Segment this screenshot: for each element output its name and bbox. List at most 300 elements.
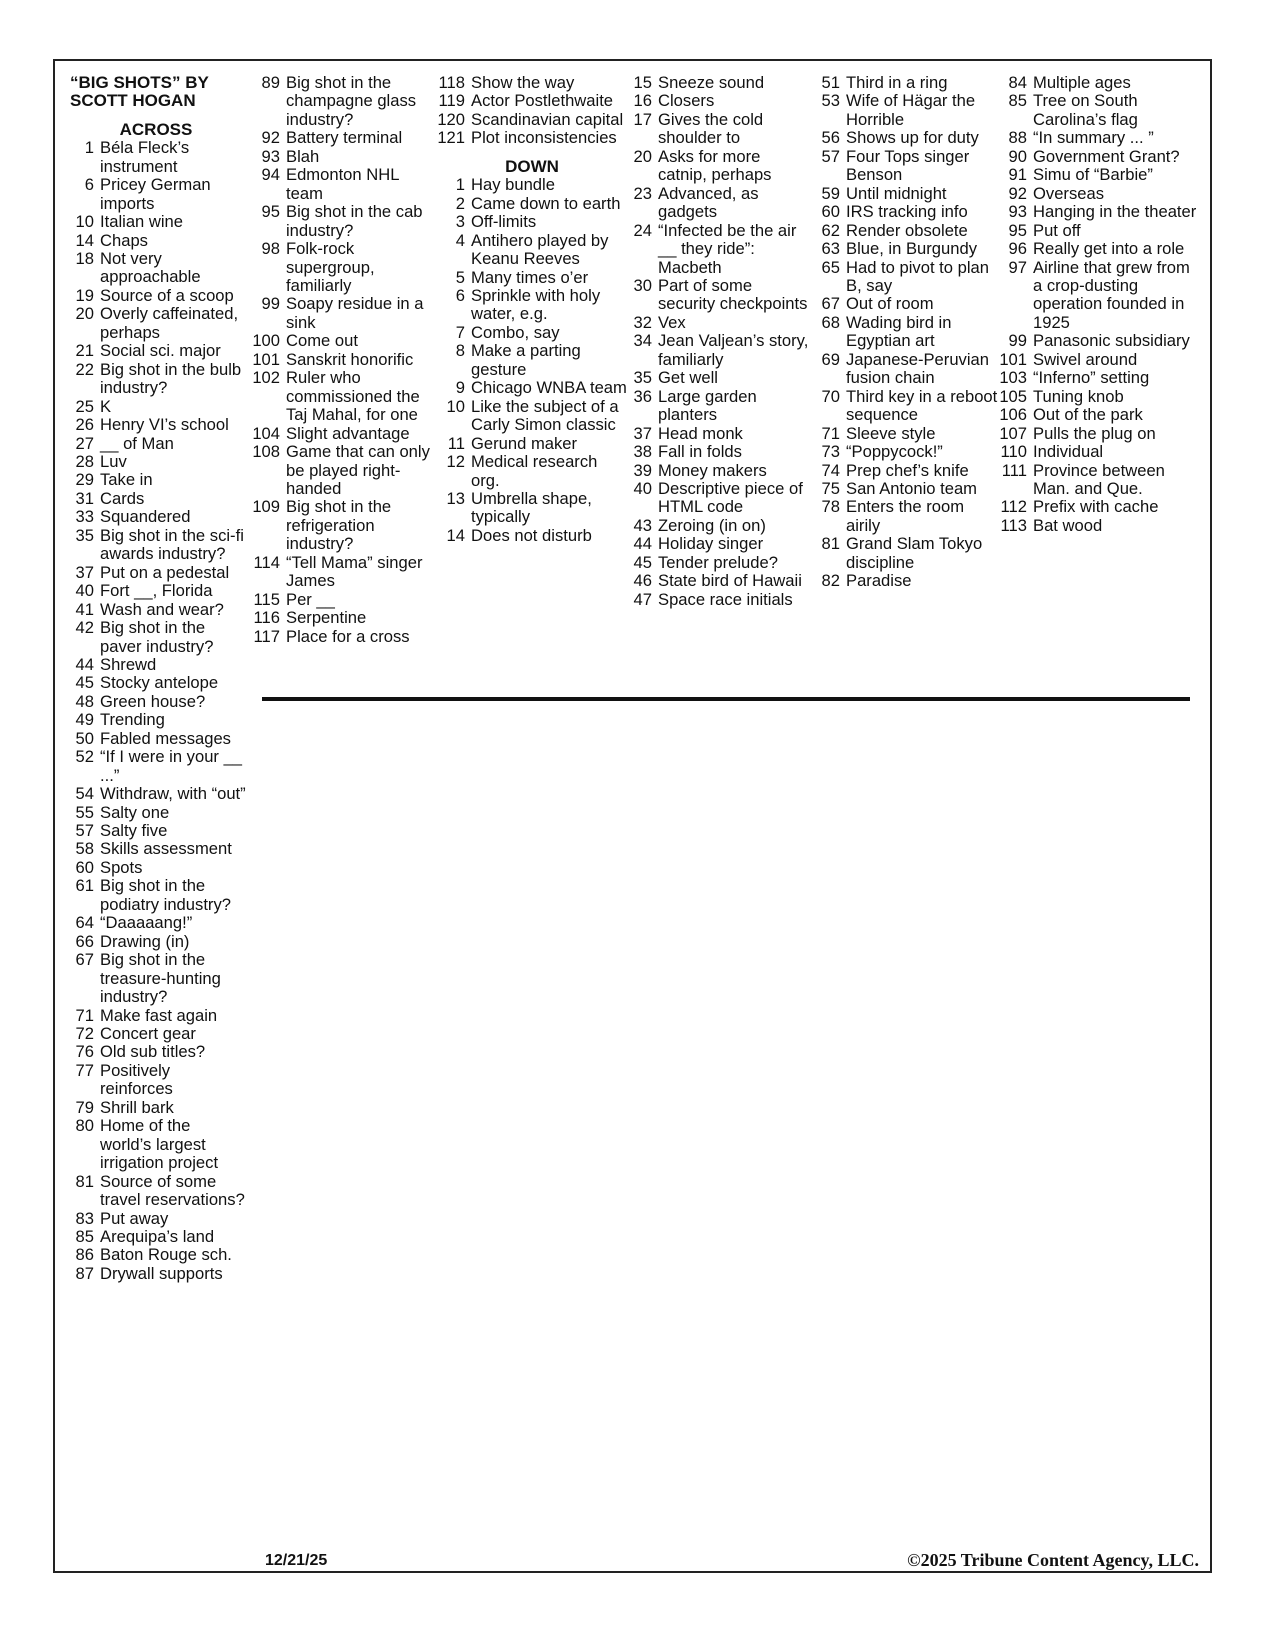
clue-text: Zeroing (in on) [658, 515, 766, 535]
clue-text: Government Grant? [1033, 146, 1180, 166]
clue-text: Salty five [100, 821, 168, 841]
across-clue [66, 601, 246, 619]
across-clue [66, 398, 246, 416]
across-clue [66, 453, 246, 471]
clue-number: 68 [821, 312, 840, 332]
clue-number: 16 [633, 91, 652, 111]
clue-text: “In summary ... ” [1033, 128, 1154, 148]
clue-number: 92 [1008, 183, 1027, 203]
down-clue [624, 517, 809, 535]
clue-text: Shows up for duty [846, 128, 979, 148]
clue-text: “Tell Mama” singer James [286, 552, 423, 591]
clue-number: 4 [455, 230, 465, 250]
down-clue [624, 443, 809, 461]
clue-number: 1 [455, 175, 465, 195]
clue-text: Per __ [286, 589, 335, 609]
across-clue [66, 877, 246, 914]
clue-column-1 [66, 74, 246, 1283]
clue-number: 118 [438, 73, 465, 92]
clue-number: 67 [75, 950, 94, 970]
clue-text: Individual [1033, 442, 1104, 462]
clue-text: Money makers [658, 460, 767, 480]
across-clue [437, 129, 627, 147]
clue-number: 95 [1008, 220, 1027, 240]
clue-text: Closers [658, 91, 715, 111]
clue-text: Wading bird in Egyptian art [846, 312, 952, 351]
across-clue [66, 1117, 246, 1172]
clue-number: 29 [75, 470, 94, 490]
clue-number: 41 [75, 599, 94, 619]
across-clue [252, 554, 432, 591]
down-clue [812, 498, 1002, 535]
clue-number: 11 [447, 433, 465, 453]
clue-text: Vex [658, 312, 686, 332]
clue-number: 98 [261, 239, 280, 259]
clue-number: 15 [633, 73, 652, 92]
clue-number: 55 [75, 802, 94, 822]
clue-text: Drawing (in) [100, 931, 190, 951]
clue-text: Big shot in the champagne glass industry? [286, 73, 417, 129]
puzzle-date: 12/21/25 [265, 1552, 328, 1569]
across-clue [66, 1173, 246, 1210]
clue-text: IRS tracking info [846, 202, 968, 222]
clue-column-5 [812, 74, 1002, 591]
clue-text: Put off [1033, 220, 1081, 240]
across-clue [252, 240, 432, 295]
clue-text: Trending [100, 710, 165, 730]
across-clue [66, 564, 246, 582]
crossword-grid [262, 697, 1190, 701]
clue-number: 59 [821, 183, 840, 203]
clue-text: Holiday singer [658, 534, 764, 554]
down-clue [437, 398, 627, 435]
down-clue [437, 527, 627, 545]
clue-text: Fabled messages [100, 728, 231, 748]
clue-number: 21 [75, 341, 94, 361]
clue-number: 104 [252, 423, 280, 443]
clue-text: Japanese-Peruvian fusion chain [846, 349, 989, 388]
across-clue [252, 148, 432, 166]
clue-number: 113 [1000, 515, 1027, 535]
across-clue [252, 332, 432, 350]
clue-text: Does not disturb [471, 525, 592, 545]
clue-text: Actor Postlethwaite [471, 91, 614, 111]
clue-text: Third key in a reboot sequence [846, 386, 998, 425]
clue-text: Put away [100, 1208, 169, 1228]
clue-number: 99 [261, 294, 280, 314]
clue-text: “If I were in your __ ...” [100, 747, 243, 785]
clue-number: 88 [1008, 128, 1027, 148]
clue-text: Shrewd [100, 654, 157, 674]
clue-number: 52 [75, 747, 94, 767]
clue-text: Head monk [658, 423, 743, 443]
clue-number: 12 [446, 452, 465, 472]
puzzle-title: “BIG SHOTS” BY [70, 73, 209, 92]
clue-text: Blue, in Burgundy [846, 239, 977, 259]
across-clue [66, 582, 246, 600]
across-clue [252, 628, 432, 646]
down-clue [624, 425, 809, 443]
clue-number: 34 [633, 331, 652, 351]
clue-text: Slight advantage [286, 423, 410, 443]
clue-text: Like the subject of a Carly Simon classic [471, 396, 619, 435]
clue-number: 77 [75, 1060, 94, 1080]
clue-number: 45 [75, 673, 94, 693]
clue-column-6 [999, 74, 1199, 535]
clue-number: 5 [455, 267, 465, 287]
clue-number: 81 [75, 1171, 94, 1191]
down-clue [812, 425, 1002, 443]
down-clue [624, 185, 809, 222]
across-clue [66, 1228, 246, 1246]
clue-text: Luv [100, 451, 127, 471]
clue-number: 56 [821, 128, 840, 148]
across-clue [66, 361, 246, 398]
clue-text: Italian wine [100, 212, 184, 232]
clue-text: Bat wood [1033, 515, 1103, 535]
clue-number: 57 [821, 146, 840, 166]
down-clue [812, 535, 1002, 572]
across-clue [252, 295, 432, 332]
clue-number: 9 [455, 378, 465, 398]
down-clue [624, 591, 809, 609]
clue-text: Gerund maker [471, 433, 578, 453]
across-clue [66, 785, 246, 803]
clue-text: Make fast again [100, 1005, 218, 1025]
clue-number: 89 [261, 73, 280, 92]
clue-number: 62 [821, 220, 840, 240]
across-clue [252, 351, 432, 369]
clue-text: Chicago WNBA team [471, 378, 627, 398]
down-clue [812, 443, 1002, 461]
clue-text: Old sub titles? [100, 1042, 206, 1062]
clue-text: Take in [100, 470, 153, 490]
clue-text: Tender prelude? [658, 552, 778, 572]
clue-text: Large garden planters [658, 386, 757, 425]
clue-number: 67 [821, 294, 840, 314]
clue-number: 120 [437, 109, 465, 129]
across-clue [66, 859, 246, 877]
down-clue [999, 406, 1199, 424]
clue-text: Positively reinforces [100, 1060, 173, 1099]
down-clue [437, 435, 627, 453]
clue-number: 17 [633, 109, 652, 129]
clue-text: Serpentine [286, 608, 367, 628]
across-clue [66, 1246, 246, 1264]
clue-text: Until midnight [846, 183, 947, 203]
clue-text: Jean Valjean’s story, familiarly [658, 331, 809, 369]
down-header: DOWN [505, 156, 559, 176]
clue-text: Scandinavian capital [471, 109, 624, 129]
clue-text: Big shot in the treasure-hunting industry? [100, 950, 221, 1007]
clue-number: 37 [633, 423, 652, 443]
down-clue [999, 148, 1199, 166]
clue-number: 7 [455, 322, 465, 342]
clue-text: Pricey German imports [100, 175, 211, 213]
clue-text: Blah [286, 146, 320, 166]
clue-text: Prep chef’s knife [846, 460, 969, 480]
down-clue [999, 259, 1199, 333]
clue-text: Asks for more catnip, perhaps [658, 146, 772, 185]
clue-text: Umbrella shape, typically [471, 488, 592, 527]
clue-number: 44 [75, 654, 94, 674]
clue-number: 102 [252, 368, 280, 388]
clue-number: 24 [633, 220, 652, 240]
clue-number: 111 [1001, 460, 1027, 480]
clue-number: 75 [821, 478, 840, 498]
down-clue [812, 314, 1002, 351]
clue-number: 78 [821, 497, 840, 517]
clue-text: Béla Fleck’s instrument [100, 138, 190, 176]
clue-number: 91 [1008, 165, 1027, 185]
clue-text: Swivel around [1033, 349, 1138, 369]
clue-number: 71 [821, 423, 840, 443]
clue-number: 51 [821, 73, 840, 92]
across-clue [252, 166, 432, 203]
across-clue [252, 203, 432, 240]
clue-text: Out of the park [1033, 405, 1143, 425]
clue-text: Source of a scoop [100, 285, 234, 305]
clue-number: 100 [252, 331, 280, 351]
down-clue [999, 129, 1199, 147]
across-clue [252, 425, 432, 443]
clue-text: Not very approachable [100, 248, 201, 287]
clue-number: 94 [261, 165, 280, 185]
clue-number: 66 [75, 931, 94, 951]
clue-number: 35 [75, 525, 94, 545]
clue-number: 18 [75, 248, 94, 268]
clue-text: Wash and wear? [100, 599, 224, 619]
clue-number: 81 [821, 534, 840, 554]
down-clue [812, 148, 1002, 185]
clue-number: 108 [252, 442, 280, 462]
clue-text: Arequipa’s land [100, 1227, 215, 1246]
clue-text: Baton Rouge sch. [100, 1245, 232, 1265]
clue-text: Source of some travel reservations? [100, 1171, 245, 1210]
down-clue [999, 498, 1199, 516]
clue-number: 10 [75, 212, 94, 232]
across-clue [66, 287, 246, 305]
clue-number: 10 [446, 396, 465, 416]
clue-text: Big shot in the paver industry? [100, 618, 214, 656]
down-clue [624, 572, 809, 590]
clue-number: 23 [633, 183, 652, 203]
clue-number: 112 [1000, 497, 1027, 517]
clue-text: Panasonic subsidiary [1033, 331, 1190, 351]
clue-text: “Daaaaang!” [100, 913, 193, 933]
across-clue [252, 591, 432, 609]
across-clue [66, 250, 246, 287]
across-clue [66, 748, 246, 785]
down-clue [624, 332, 809, 369]
clue-number: 31 [75, 488, 94, 508]
clue-text: Overseas [1033, 183, 1105, 203]
clue-text: Simu of “Barbie” [1033, 165, 1153, 185]
clue-number: 119 [438, 91, 465, 111]
down-clue [812, 222, 1002, 240]
down-clue [999, 166, 1199, 184]
clue-text: Hay bundle [471, 175, 555, 195]
clue-text: “Inferno” setting [1033, 368, 1150, 388]
down-clue [437, 453, 627, 490]
clue-text: Show the way [471, 73, 575, 92]
clue-number: 69 [821, 349, 840, 369]
down-clue [437, 176, 627, 194]
across-clue [66, 508, 246, 526]
down-clue [999, 222, 1199, 240]
clue-number: 38 [633, 442, 652, 462]
clue-text: “Poppycock!” [846, 442, 943, 462]
clue-number: 101 [999, 349, 1027, 369]
down-clue [999, 443, 1199, 461]
clue-number: 60 [821, 202, 840, 222]
down-clue [999, 351, 1199, 369]
across-clue [66, 914, 246, 932]
down-clue [437, 490, 627, 527]
clue-number: 117 [253, 626, 280, 646]
clue-text: __ of Man [100, 433, 174, 453]
down-clue [999, 425, 1199, 443]
clue-text: Descriptive piece of HTML code [658, 478, 803, 517]
clue-number: 82 [821, 571, 840, 591]
down-clue [624, 222, 809, 277]
clue-text: Big shot in the sci-fi awards industry? [100, 525, 244, 564]
clue-number: 30 [633, 275, 652, 295]
down-clue [624, 148, 809, 185]
across-clue [66, 342, 246, 360]
down-clue [812, 129, 1002, 147]
across-clue [66, 490, 246, 508]
clue-text: “Infected be the air __ they ride”: Macbeth [658, 220, 797, 277]
clue-text: Drywall supports [100, 1263, 223, 1283]
down-clue [437, 324, 627, 342]
clue-number: 99 [1008, 331, 1027, 351]
clue-text: Withdraw, with “out” [100, 784, 246, 804]
down-clue [999, 517, 1199, 535]
clue-text: Chaps [100, 230, 148, 250]
clue-number: 25 [75, 396, 94, 416]
clue-text: Put on a pedestal [100, 562, 230, 582]
down-clue [999, 185, 1199, 203]
clue-text: Big shot in the podiatry industry? [100, 876, 231, 914]
clue-text: Concert gear [100, 1024, 196, 1044]
clue-text: Sanskrit honorific [286, 349, 414, 369]
clue-text: Soapy residue in a sink [286, 294, 424, 332]
clue-number: 6 [84, 175, 94, 195]
clue-text: Sprinkle with holy water, e.g. [471, 285, 601, 324]
clue-number: 105 [999, 386, 1027, 406]
clue-number: 110 [1000, 442, 1027, 462]
down-clue [437, 269, 627, 287]
clue-number: 8 [455, 341, 465, 361]
clue-text: Cards [100, 488, 145, 508]
clue-number: 14 [446, 525, 465, 545]
down-clue [999, 92, 1199, 129]
clue-text: Paradise [846, 571, 912, 591]
down-clue [812, 259, 1002, 296]
down-clue [624, 111, 809, 148]
clue-number: 92 [261, 128, 280, 148]
down-clue [624, 92, 809, 110]
across-clue [66, 711, 246, 729]
clue-text: Big shot in the bulb industry? [100, 359, 242, 398]
clue-number: 1 [84, 138, 94, 158]
down-clue [437, 195, 627, 213]
down-clue [999, 388, 1199, 406]
across-clue [66, 1025, 246, 1043]
clue-number: 6 [455, 285, 465, 305]
down-clue [812, 480, 1002, 498]
across-clue [66, 1007, 246, 1025]
down-clue [624, 277, 809, 314]
clue-number: 93 [1008, 202, 1027, 222]
across-clue [437, 92, 627, 110]
clue-number: 37 [75, 562, 94, 582]
clue-text: Edmonton NHL team [286, 165, 399, 203]
clue-number: 106 [999, 405, 1027, 425]
across-clue [66, 139, 246, 176]
clue-number: 97 [1008, 257, 1027, 277]
clue-text: Skills assessment [100, 839, 232, 859]
clue-number: 2 [455, 193, 465, 213]
clue-text: Big shot in the refrigeration industry? [286, 497, 392, 554]
clue-text: Tree on South Carolina’s flag [1033, 91, 1138, 129]
clue-number: 46 [633, 571, 652, 591]
down-clue [812, 240, 1002, 258]
clue-number: 20 [75, 304, 94, 324]
clue-number: 65 [821, 257, 840, 277]
across-clue [252, 443, 432, 498]
clue-text: Many times o’er [471, 267, 589, 287]
down-clue [624, 480, 809, 517]
down-clue [812, 185, 1002, 203]
across-clue [66, 951, 246, 1006]
clue-text: Make a parting gesture [471, 341, 581, 379]
down-clue [812, 572, 1002, 590]
clue-text: Airline that grew from a crop-dusting operation founded in 1925 [1033, 257, 1190, 332]
clue-number: 70 [821, 386, 840, 406]
clue-number: 28 [75, 451, 94, 471]
clue-number: 109 [252, 497, 280, 517]
across-clue [437, 111, 627, 129]
clue-text: Fall in folds [658, 442, 742, 462]
clue-number: 32 [633, 312, 652, 332]
puzzle-author: SCOTT HOGAN [70, 91, 196, 111]
clue-number: 57 [75, 821, 94, 841]
clue-number: 85 [1008, 91, 1027, 111]
down-clue [999, 332, 1199, 350]
clue-text: Battery terminal [286, 128, 403, 148]
down-clue [437, 213, 627, 231]
down-clue [437, 342, 627, 379]
across-clue [252, 498, 432, 553]
clue-number: 80 [75, 1116, 94, 1136]
clue-text: Fort __, Florida [100, 581, 213, 601]
clue-number: 49 [75, 710, 94, 730]
clue-number: 76 [75, 1042, 94, 1062]
clue-number: 3 [455, 212, 465, 232]
clue-text: Medical research org. [471, 452, 598, 490]
clue-number: 39 [633, 460, 652, 480]
across-clue [66, 1210, 246, 1228]
across-clue [252, 369, 432, 424]
clue-number: 40 [633, 478, 652, 498]
clue-text: Green house? [100, 691, 206, 711]
clue-number: 50 [75, 728, 94, 748]
down-clue [624, 554, 809, 572]
clue-number: 14 [75, 230, 94, 250]
clue-text: Home of the world’s largest irrigation project [100, 1116, 219, 1173]
